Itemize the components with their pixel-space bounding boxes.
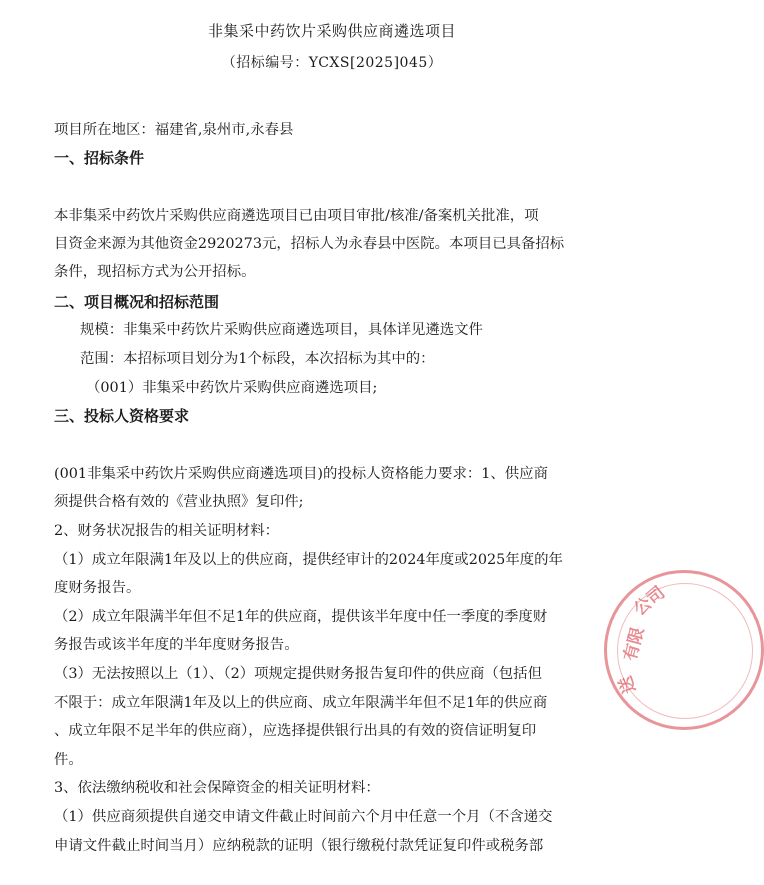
seal-text: 送: [615, 673, 641, 697]
project-location: 项目所在地区：福建省,泉州市,永春县: [54, 122, 294, 138]
section-heading-bidding-conditions: 一、招标条件: [54, 149, 145, 167]
project-scale: 规模：非集采中药饮片采购供应商遴选项目，具体详见遴选文件: [80, 322, 483, 338]
company-seal-stamp: [604, 570, 764, 730]
paragraph-line: 不限于：成立年限满1年及以上的供应商、成立年限满半年但不足1年的供应商: [54, 695, 548, 711]
paragraph-line: 、成立年限不足半年的供应商），应选择提供银行出具的有效的资信证明复印: [54, 723, 537, 739]
paragraph-line: (001非集采中药饮片采购供应商遴选项目)的投标人资格能力要求：1、供应商: [54, 466, 548, 482]
paragraph-line: 条件，现招标方式为公开招标。: [54, 264, 256, 280]
paragraph-line: 本非集采中药饮片采购供应商遴选项目已由项目审批/核准/备案机关批准，项: [54, 208, 539, 224]
seal-text: 有限: [620, 625, 649, 664]
paragraph-line: 目资金来源为其他资金2920273元，招标人为永春县中医院。本项目已具备招标: [54, 236, 565, 252]
tender-number: （招标编号：YCXS[2025]045）: [221, 55, 443, 71]
paragraph-line: （1）供应商须提供自递交申请文件截止时间前六个月中任意一个月（不含递交: [54, 809, 553, 825]
paragraph-line: 须提供合格有效的《营业执照》复印件;: [54, 494, 304, 510]
project-scope: 范围：本招标项目划分为1个标段，本次招标为其中的：: [80, 351, 435, 367]
document-title: 非集采中药饮片采购供应商遴选项目: [207, 22, 456, 40]
paragraph-line: 务报告或该半年度的半年度财务报告。: [54, 637, 299, 653]
paragraph-line: 度财务报告。: [54, 580, 141, 596]
paragraph-line: 申请文件截止时间当月）应纳税款的证明（银行缴税付款凭证复印件或税务部: [54, 838, 544, 854]
project-lot: （001）非集采中药饮片采购供应商遴选项目;: [86, 380, 378, 396]
paragraph-line: （3）无法按照以上（1）、（2）项规定提供财务报告复印件的供应商（包括但: [54, 666, 542, 682]
paragraph-line: （2）成立年限满半年但不足1年的供应商，提供该半年度中任一季度的季度财: [54, 609, 548, 625]
paragraph-line: 3、依法缴纳税收和社会保障资金的相关证明材料：: [54, 780, 380, 796]
section-heading-bidder-qualifications: 三、投标人资格要求: [54, 407, 190, 425]
paragraph-line: 2、财务状况报告的相关证明材料：: [54, 523, 280, 539]
paragraph-line: 件。: [54, 752, 83, 768]
paragraph-line: （1）成立年限满1年及以上的供应商，提供经审计的2024年度或2025年度的年: [54, 552, 563, 568]
seal-text: 公司: [630, 582, 670, 621]
section-heading-project-overview: 二、项目概况和招标范围: [54, 293, 220, 311]
